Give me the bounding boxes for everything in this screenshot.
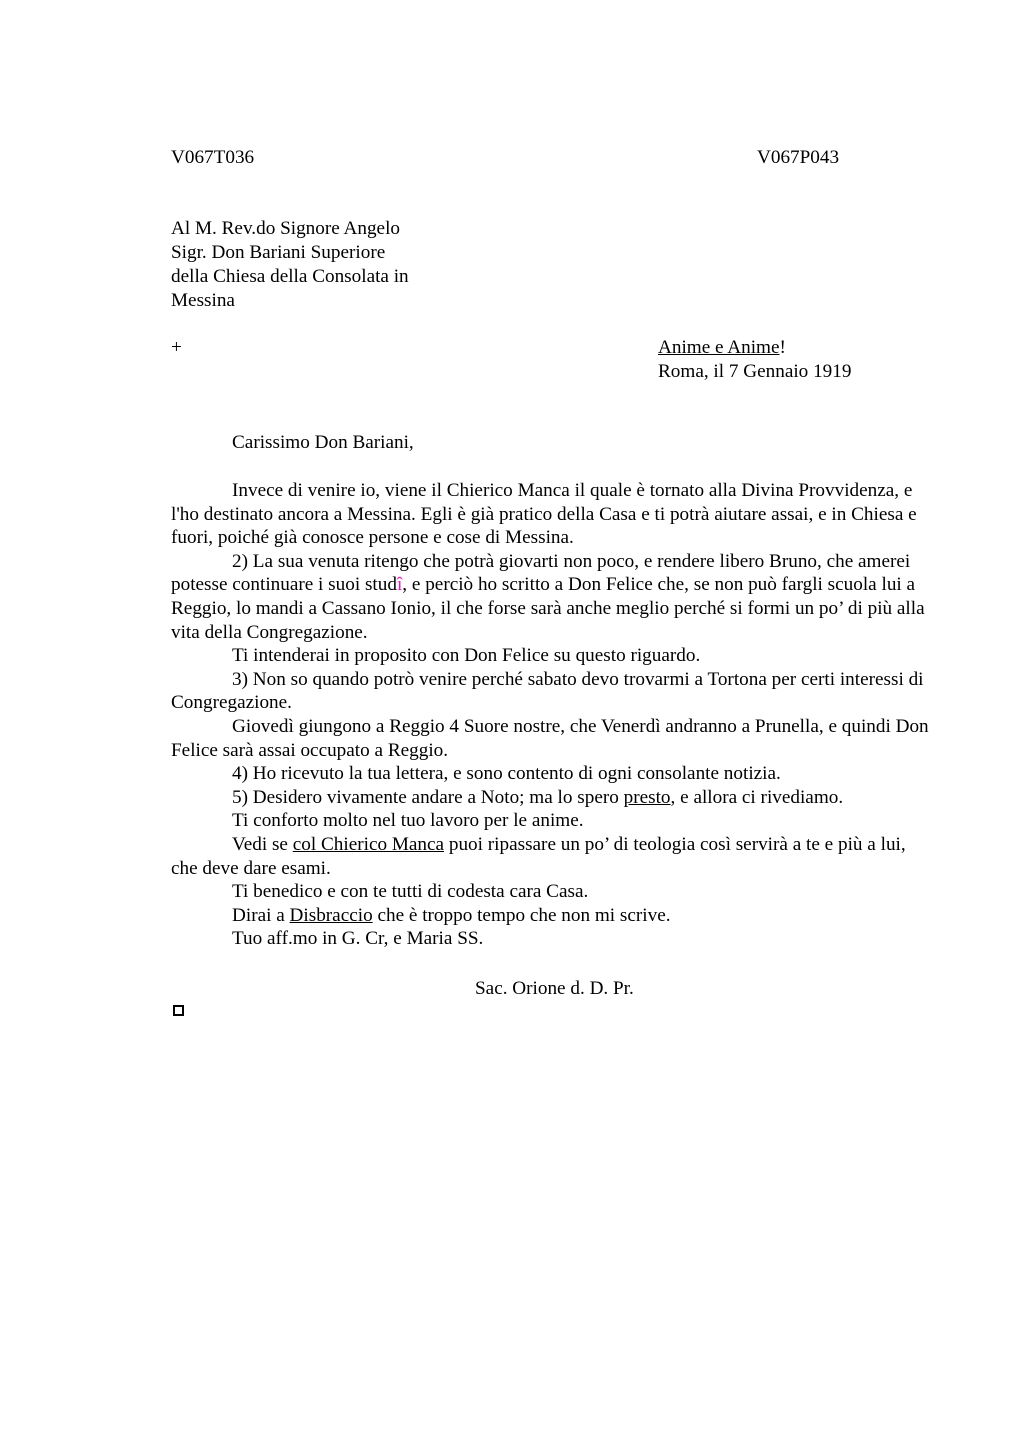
paragraph: Invece di venire io, viene il Chierico Manca il quale è tornato alla Divina Provvidenza, e l'ho destinato ancora a Messina. Egli è già pratico della Casa e ti potrà aiutare assai, e in Chiesa e fuori, poiché già conosce persone e cose di Messina.: [171, 480, 917, 549]
motto: [658, 336, 786, 360]
paragraph: 4) Ho ricevuto la tua lettera, e sono contento di ogni consolante notizia.: [232, 763, 781, 785]
address-line: Messina: [171, 290, 235, 311]
paragraph: Ti benedico e con te tutti di codesta cara Casa.: [232, 881, 589, 903]
cross-symbol: +: [171, 337, 182, 358]
paragraph: Dirai a Disbraccio che è troppo tempo che non mi scrive.: [232, 904, 671, 926]
underlined-name: Disbraccio: [289, 904, 373, 926]
paragraph: 5) Desidero vivamente andare a Noto; ma lo spero presto, e allora ci rivediamo.: [232, 786, 844, 808]
address-line: della Chiesa della Consolata in: [171, 266, 409, 287]
paragraph: Vedi se col Chierico Manca puoi ripassare un po’ di teologia così servirà a te e più a lui, che deve dare esami.: [171, 833, 906, 879]
document-code-right: V067P043: [757, 147, 840, 168]
place-date: Roma, il 7 Gennaio 1919: [658, 361, 852, 382]
paragraph: 2) La sua venuta ritengo che potrà giovarti non poco, e rendere libero Bruno, che amerei potesse continuare i suoi studî, e perciò ho scritto a Don Felice che, se non può fargli scuola lui a Reggio, lo mandi a Cassano Ionio, il che forse sarà anche meglio perché si formi un po’ di più alla vita della Congregazione.: [171, 550, 925, 643]
paragraph: Giovedì giungono a Reggio 4 Suore nostre, che Venerdì andranno a Prunella, e quindi Don Felice sarà assai occupato a Reggio.: [171, 715, 929, 761]
letter-body: [171, 479, 931, 951]
paragraph: Ti intenderai in proposito con Don Felice su questo riguardo.: [232, 645, 701, 667]
address-line: Sigr. Don Bariani Superiore: [171, 242, 386, 263]
document-code-left: V067T036: [171, 147, 255, 168]
greeting: Carissimo Don Bariani,: [232, 432, 414, 453]
end-square-icon: [173, 1005, 184, 1016]
underlined-word: presto: [623, 786, 671, 808]
paragraph: Tuo aff.mo in G. Cr, e Maria SS.: [232, 928, 484, 950]
address-line: Al M. Rev.do Signore Angelo: [171, 218, 400, 239]
signature: Sac. Orione d. D. Pr.: [475, 978, 634, 999]
underlined-phrase: col Chierico Manca: [292, 833, 445, 855]
motto-exclamation: !: [779, 337, 786, 358]
paragraph: 3) Non so quando potrò venire perché sabato devo trovarmi a Tortona per certi interessi di Congregazione.: [171, 668, 924, 714]
accent-letter: î: [396, 574, 403, 596]
paragraph: Ti conforto molto nel tuo lavoro per le anime.: [232, 810, 584, 832]
recipient-address: [171, 217, 409, 313]
motto-underlined: Anime e Anime: [658, 337, 780, 358]
